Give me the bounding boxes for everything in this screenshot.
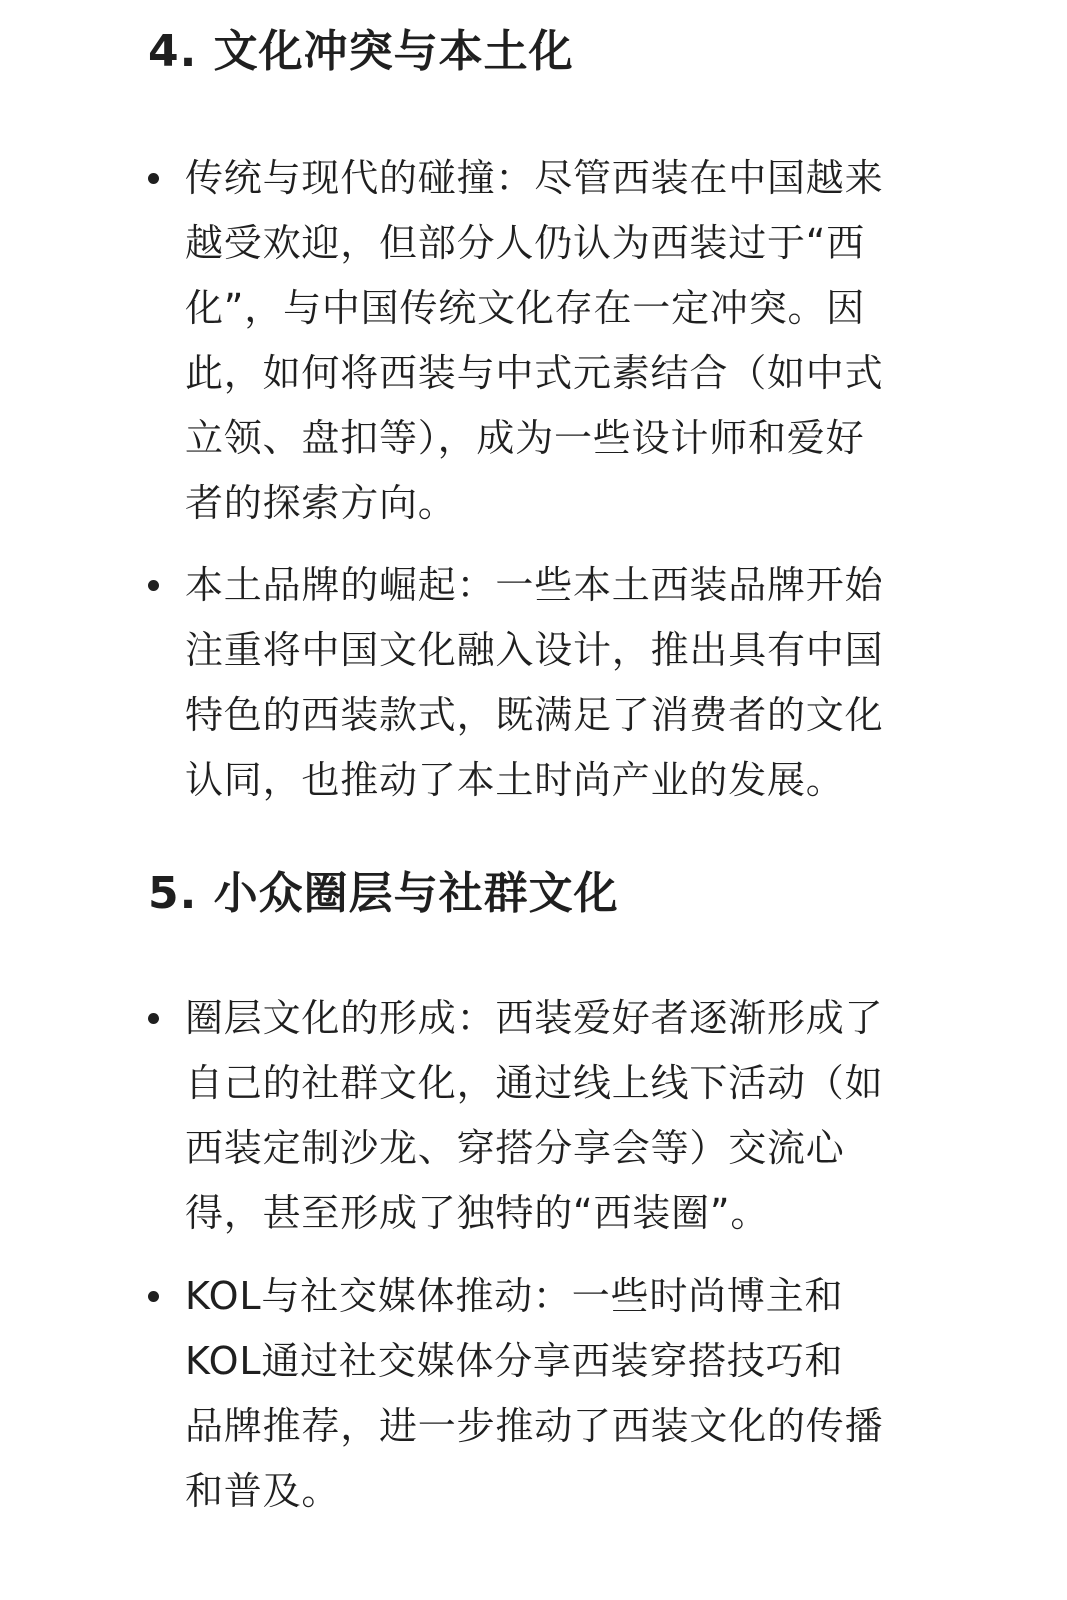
text-line: 者的探索方向。 — [185, 481, 457, 525]
text-line: 西装定制沙龙、穿搭分享会等）交流心 — [185, 1126, 845, 1170]
section-heading-5: 5. 小众圈层与社群文化 — [148, 868, 619, 919]
text-line: 越受欢迎，但部分人仍认为西装过于“西 — [185, 221, 866, 265]
list-item-tradition-modern — [148, 146, 1018, 536]
list-item-text — [185, 146, 1005, 536]
list-item-circle-culture — [148, 986, 1018, 1246]
text-line: 本土品牌的崛起：一些本土西装品牌开始 — [185, 563, 884, 607]
bullet-dot-icon — [148, 580, 159, 591]
text-line: 自己的社群文化，通过线上线下活动（如 — [185, 1061, 884, 1105]
text-line: 特色的西装款式，既满足了消费者的文化 — [185, 693, 884, 737]
list-item-local-brands — [148, 553, 1018, 813]
list-item-kol-social-media — [148, 1264, 1018, 1524]
text-line: 化”，与中国传统文化存在一定冲突。因 — [185, 286, 866, 330]
text-line: KOL通过社交媒体分享西装穿搭技巧和 — [185, 1339, 844, 1383]
text-line: 圈层文化的形成：西装爱好者逐渐形成了 — [185, 996, 884, 1040]
section-heading-4: 4. 文化冲突与本土化 — [148, 26, 574, 77]
bullet-dot-icon — [148, 1291, 159, 1302]
text-line: 认同，也推动了本土时尚产业的发展。 — [185, 758, 845, 802]
text-line: 得，甚至形成了独特的“西装圈”。 — [185, 1191, 770, 1235]
text-line: 传统与现代的碰撞：尽管西装在中国越来 — [185, 156, 884, 200]
text-line: 品牌推荐，进一步推动了西装文化的传播 — [185, 1404, 884, 1448]
list-item-text — [185, 553, 1005, 813]
text-line: KOL与社交媒体推动：一些时尚博主和 — [185, 1274, 844, 1318]
text-line: 此，如何将西装与中式元素结合（如中式 — [185, 351, 884, 395]
bullet-dot-icon — [148, 173, 159, 184]
text-line: 和普及。 — [185, 1469, 341, 1513]
text-line: 注重将中国文化融入设计，推出具有中国 — [185, 628, 884, 672]
list-item-text — [185, 1264, 1005, 1524]
text-line: 立领、盘扣等），成为一些设计师和爱好 — [185, 416, 865, 460]
bullet-dot-icon — [148, 1013, 159, 1024]
list-item-text — [185, 986, 1005, 1246]
